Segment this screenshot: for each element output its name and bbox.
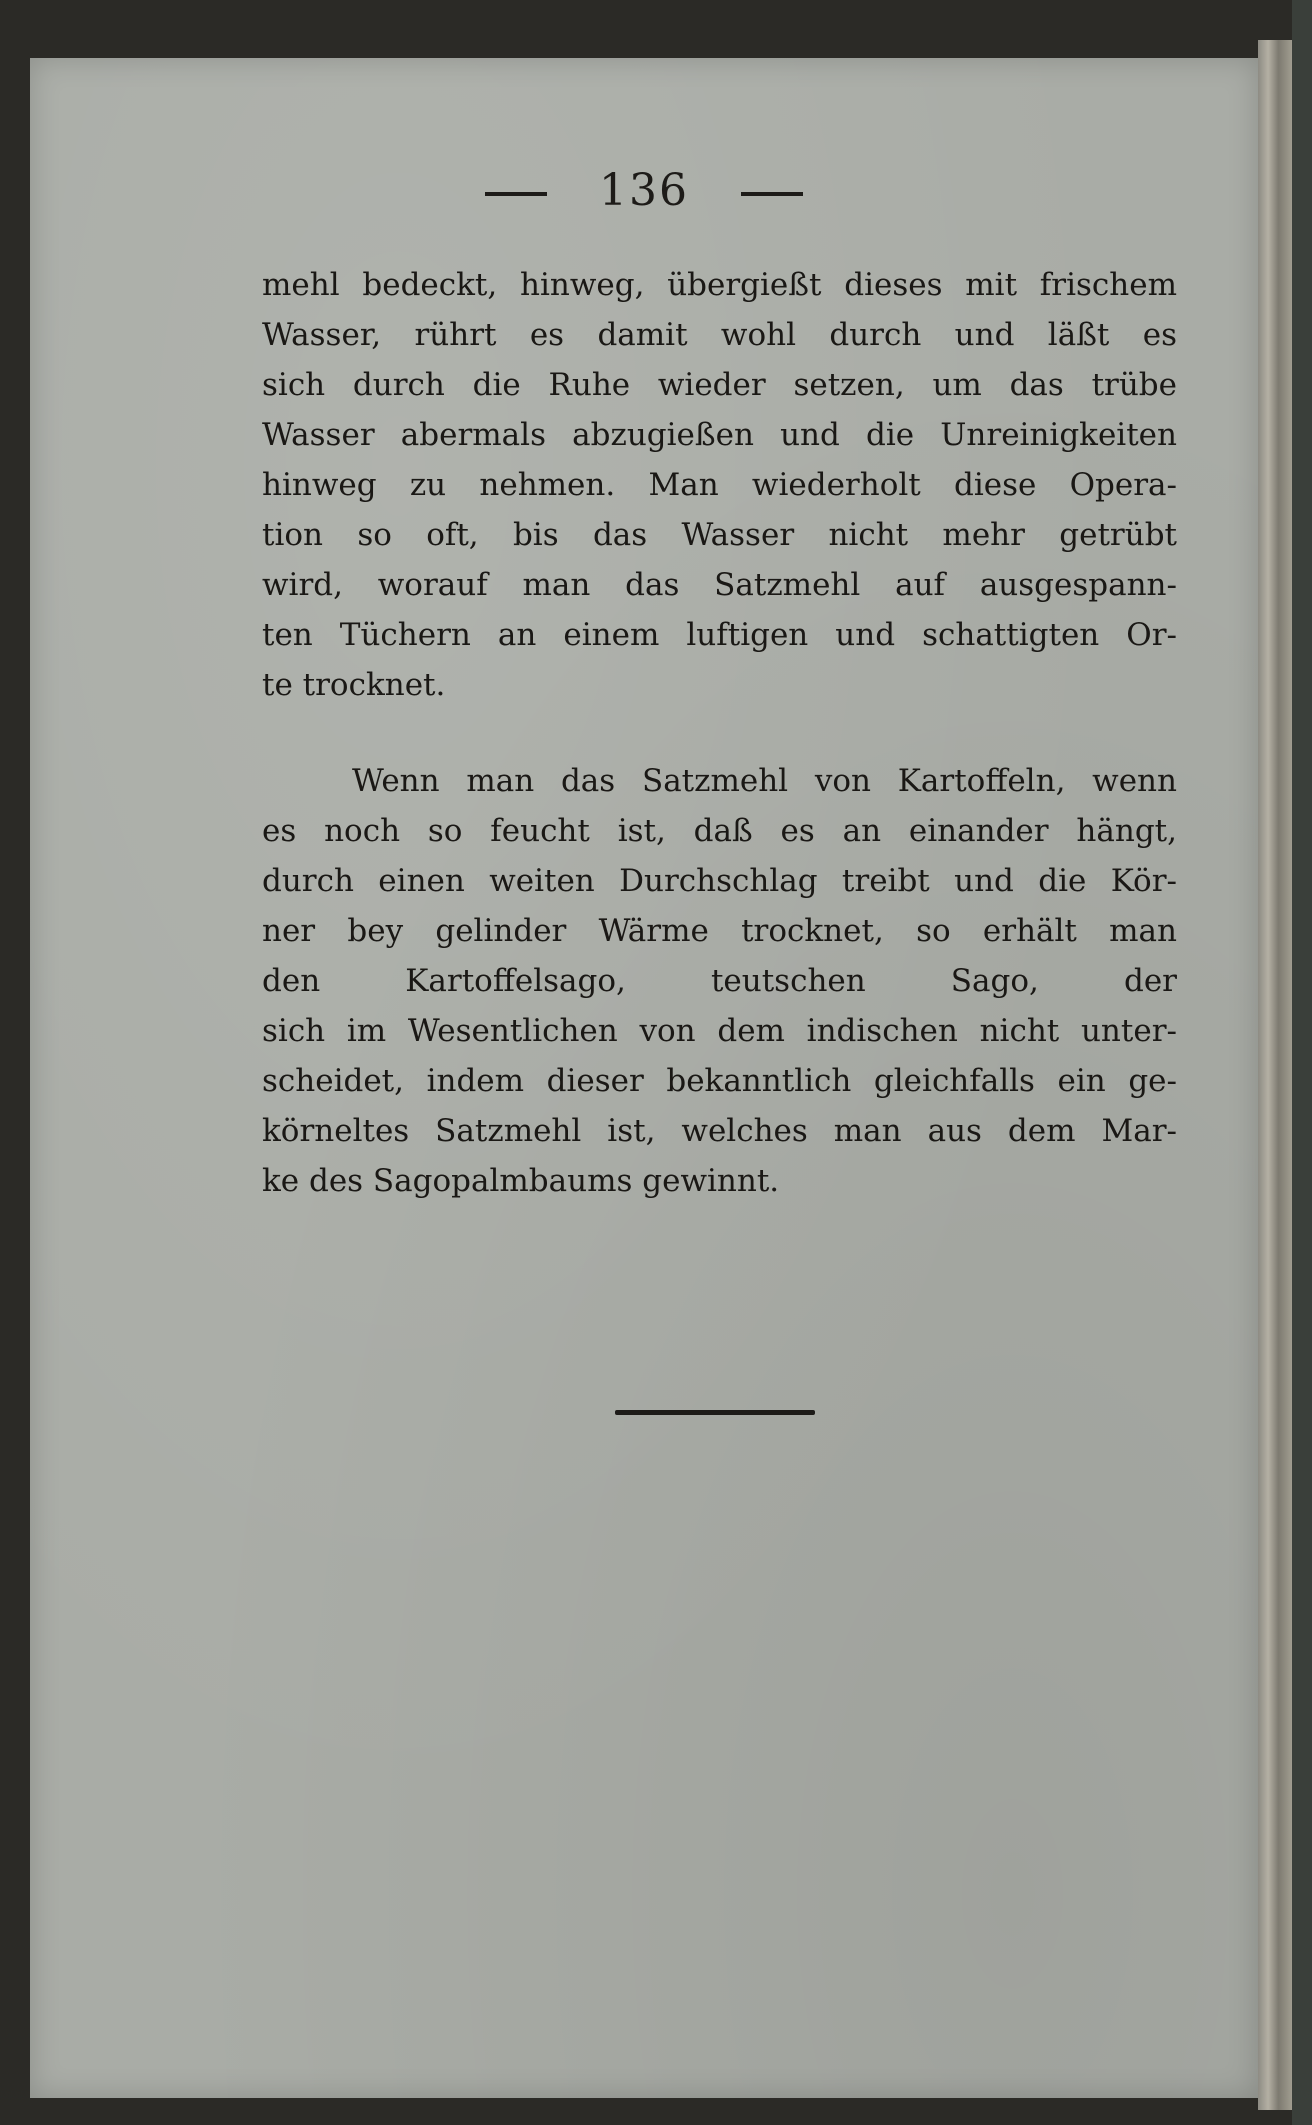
paragraph-2 [262, 756, 1177, 1206]
text-line: te trocknet. [262, 667, 446, 703]
left-dash [485, 192, 547, 196]
text-line: wird, worauf man das Satzmehl auf ausgespann- [262, 567, 1177, 603]
text-line: den Kartoffelsago, teutschen Sago, der [262, 963, 1177, 999]
text-line: scheidet, indem dieser bekanntlich gleichfalls ein ge- [262, 1063, 1177, 1099]
text-line: sich durch die Ruhe wieder setzen, um das trübe [262, 367, 1177, 403]
running-head [30, 165, 1258, 216]
text-line: Wenn man das Satzmehl von Kartoffeln, wenn [352, 763, 1177, 799]
text-line: sich im Wesentlichen von dem indischen nicht unter- [262, 1013, 1177, 1049]
text-line: durch einen weiten Durchschlag treibt und die Kör- [262, 863, 1177, 899]
text-line: hinweg zu nehmen. Man wiederholt diese Opera- [262, 467, 1177, 503]
text-line: tion so oft, bis das Wasser nicht mehr getrübt [262, 517, 1177, 553]
page-number: 136 [599, 165, 689, 216]
text-line: ner bey gelinder Wärme trocknet, so erhält man [262, 913, 1177, 949]
text-line: Wasser abermals abzugießen und die Unreinigkeiten [262, 417, 1177, 453]
text-line: körneltes Satzmehl ist, welches man aus dem Mar- [262, 1113, 1177, 1149]
text-line: ke des Sagopalmbaums gewinnt. [262, 1163, 780, 1199]
end-rule [615, 1410, 815, 1415]
text-line: Wasser, rührt es damit wohl durch und läßt es [262, 317, 1177, 353]
text-line: es noch so feucht ist, daß es an einander hängt, [262, 813, 1177, 849]
right-dash [741, 192, 803, 196]
body-text [262, 260, 1177, 1206]
paragraph-1 [262, 260, 1177, 710]
page-edge [1258, 40, 1292, 2110]
text-line: ten Tüchern an einem luftigen und schattigten Or- [262, 617, 1177, 653]
book-binding [1292, 0, 1312, 2125]
paragraph-gap [262, 710, 1177, 756]
text-line: mehl bedeckt, hinweg, übergießt dieses mit frischem [262, 267, 1177, 303]
